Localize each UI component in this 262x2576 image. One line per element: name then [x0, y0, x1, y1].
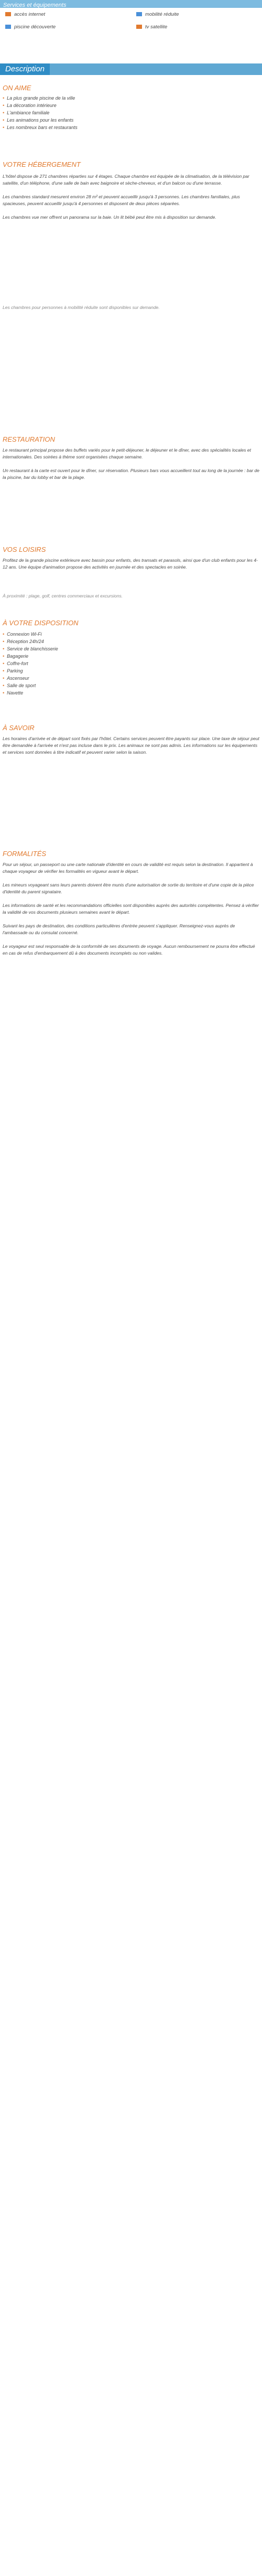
loisirs-text: Profitez de la grande piscine extérieure avec bassin pour enfants, des transats et parasols, ainsi que d'un club enfants pour les 4-12 ans. Une équipe d'animation propose des activités en journée et des spectacles en soirée.: [3, 558, 258, 570]
service-label: piscine découverte: [14, 24, 56, 30]
list-item: • La décoration intérieure: [3, 102, 78, 109]
section-savoir: À SAVOIR: [3, 724, 35, 732]
list-item: • Réception 24h/24: [3, 638, 58, 645]
section-on-aime: ON AIME: [3, 84, 31, 92]
service-mobilite: [136, 12, 179, 17]
pool-icon: [5, 25, 11, 29]
list-item: • Salle de sport: [3, 682, 58, 689]
list-item: • La plus grande piscine de la ville: [3, 94, 78, 102]
disposition-list: [3, 630, 58, 697]
section-disposition: À VOTRE DISPOSITION: [3, 619, 79, 627]
on-aime-list: [3, 94, 78, 131]
wheelchair-icon: [136, 12, 142, 16]
services-title: Services et équipements: [3, 2, 67, 8]
service-label: mobilité réduite: [145, 12, 179, 17]
section-restauration: RESTAURATION: [3, 435, 55, 443]
list-item: • Parking: [3, 667, 58, 675]
service-piscine: [5, 24, 56, 30]
hebergement-note: Les chambres pour personnes à mobilité réduite sont disponibles sur demande.: [3, 305, 160, 310]
list-item: • L'ambiance familiale: [3, 109, 78, 116]
list-item: • Les nombreux bars et restaurants: [3, 124, 78, 131]
service-internet: [5, 12, 45, 17]
list-item: • Les animations pour les enfants: [3, 116, 78, 124]
loisirs-note: À proximité : plage, golf, centres commerciaux et excursions.: [3, 593, 123, 598]
formalites-text: Pour un séjour, un passeport ou une carte nationale d'identité en cours de validité est requis selon la destination. Il appartient à chaque voyageur de vérifier les formalités en vigueur avant le départ. Les mineurs voyageant sans leurs parents doivent être munis d'une autorisation de sortie du territoire et d'une copie de la pièce d'identité du parent signataire. Les informations de santé et les recommandations officielles sont disponibles auprès des autorités compétentes. Pensez à vérifier la validité de vos documents plusieurs semaines avant le départ. Suivant les pays de destination, des conditions particulières d'entrée peuvent s'appliquer. Renseignez-vous auprès de l'ambassade ou du consulat concerné. Le voyageur est seul responsable de la conformité de ses documents de voyage. Aucun remboursement ne pourra être effectué en cas de refus d'embarquement dû à des documents incomplets ou non valides.: [3, 862, 259, 956]
list-item: • Ascenseur: [3, 675, 58, 682]
list-item: • Connexion Wi-Fi: [3, 630, 58, 638]
hebergement-text: L'hôtel dispose de 271 chambres réparties sur 4 étages. Chaque chambre est équipée de la climatisation, de la télévision par satellite, d'un téléphone, d'une salle de bain avec baignoire et sèche-cheveux, et d'un balcon ou d'une terrasse. Les chambres standard mesurent environ 28 m² et peuvent accueillir jusqu'à 3 personnes. Les chambres familiales, plus spacieuses, peuvent accueillir jusqu'à 4 personnes et disposent de deux pièces séparées. Les chambres vue mer offrent un panorama sur la baie. Un lit bébé peut être mis à disposition sur demande.: [3, 174, 249, 220]
service-label: tv satellite: [145, 24, 168, 30]
description-title: Description: [0, 63, 50, 75]
list-item: • Navette: [3, 689, 58, 697]
service-tv: [136, 24, 167, 30]
list-item: • Coffre-fort: [3, 660, 58, 667]
savoir-text: Les horaires d'arrivée et de départ sont fixés par l'hôtel. Certains services peuvent être payants sur place. Une taxe de séjour peut être demandée à l'arrivée et n'est pas incluse dans le prix. Les animaux ne sont pas admis. Les informations sur les équipements et services sont données à titre indicatif et peuvent varier selon la saison.: [3, 736, 259, 755]
service-label: accès internet: [14, 12, 46, 17]
section-hebergement: VOTRE HÉBERGEMENT: [3, 161, 81, 168]
restauration-text: Le restaurant principal propose des buffets variés pour le petit-déjeuner, le déjeuner et le dîner, avec des spécialités locales et internationales. Des soirées à thème sont organisées chaque semaine. Un restaurant à la carte est ouvert pour le dîner, sur réservation. Plusieurs bars vous accueillent tout au long de la journée : bar de la piscine, bar du lobby et bar de la plage.: [3, 447, 259, 480]
section-loisirs: VOS LOISIRS: [3, 546, 46, 553]
description-header: [0, 63, 262, 75]
satellite-tv-icon: [136, 25, 142, 29]
list-item: • Bagagerie: [3, 653, 58, 660]
list-item: • Service de blanchisserie: [3, 645, 58, 653]
section-formalites: FORMALITÉS: [3, 850, 47, 858]
services-header: [0, 0, 262, 8]
wifi-icon: [5, 12, 11, 16]
